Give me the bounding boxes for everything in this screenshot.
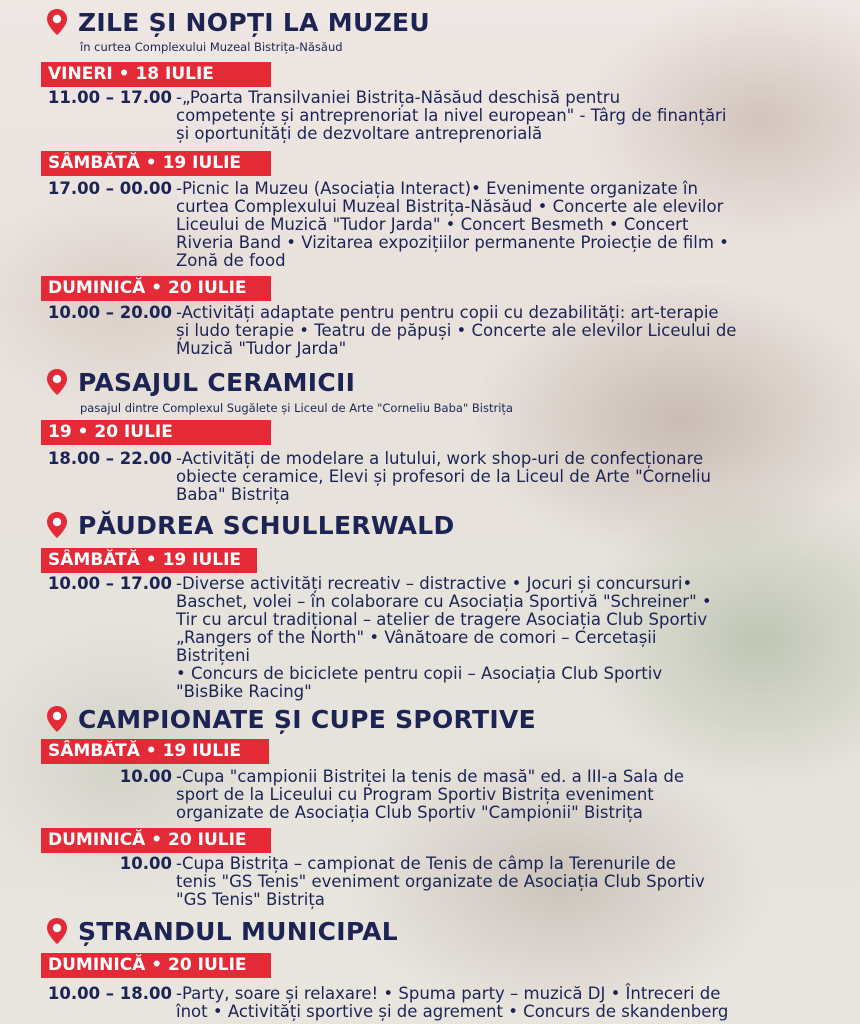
day-badge: DUMINICĂ • 20 IULIE: [41, 828, 271, 853]
day-badge: VINERI • 18 IULIE: [41, 62, 271, 87]
event-time: 10.00: [119, 767, 172, 786]
event-time: 10.00: [119, 854, 172, 873]
event-description: -Activități de modelare a lutului, work shop-uri de confecționare obiecte ceramice, Elevi și profesori de la Liceul de Arte "Corneliu Baba" Bistrița: [176, 449, 712, 504]
section-heading-sportive: [46, 703, 536, 735]
event-time: 11.00 – 17.00: [47, 88, 172, 107]
section-heading-muzeu: [46, 6, 430, 38]
day-badge: 19 • 20 IULIE: [41, 420, 271, 445]
day-badge: DUMINICĂ • 20 IULIE: [41, 953, 271, 978]
section-title: PĂUDREA SCHULLERWALD: [78, 510, 455, 540]
event-description: -Cupa Bistrița – campionat de Tenis de câmp la Terenurile de tenis "GS Tenis" eveniment organizate de Asociația Club Sportiv "GS Tenis" Bistrița: [176, 854, 705, 909]
day-badge: DUMINICĂ • 20 IULIE: [41, 276, 271, 301]
location-pin-icon: [46, 8, 68, 36]
event-time: 10.00 – 20.00: [47, 303, 172, 322]
location-pin-icon: [46, 368, 68, 396]
section-heading-padurea: [46, 509, 455, 541]
section-subtitle: pasajul dintre Complexul Sugălete și Liceul de Arte "Corneliu Baba" Bistrița: [80, 401, 513, 415]
event-description: -„Poarta Transilvaniei Bistrița-Năsăud deschisă pentru competențe și antreprenoriat la nivel european" - Târg de finanțări și oportunități de dezvoltare antreprenorială: [176, 88, 727, 143]
event-description: -Party, soare și relaxare! • Spuma party – muzică DJ • Întreceri de înot • Activități sportive și de agrement • Concurs de skandenberg: [176, 984, 729, 1021]
event-time: 10.00 – 17.00: [47, 574, 172, 593]
day-badge: SÂMBĂTĂ • 19 IULIE: [41, 151, 271, 176]
event-time: 17.00 – 00.00: [47, 179, 172, 198]
day-badge: SÂMBĂTĂ • 19 IULIE: [41, 739, 269, 764]
event-time: 10.00 – 18.00: [47, 984, 172, 1003]
section-title: ZILE ȘI NOPȚI LA MUZEU: [78, 7, 430, 37]
section-title: ȘTRANDUL MUNICIPAL: [78, 916, 399, 946]
event-description: -Diverse activități recreativ – distractive • Jocuri și concursuri• Baschet, volei – în colaborare cu Asociația Sportivă "Schreiner" • Tir cu arcul tradițional – atelier de tragere Asociația Club Sportiv „Rangers of the North" • Vânătoare de comori – Cercetașii Bistrițeni • Concurs de biciclete pentru copii – Asociația Club Sportiv "BisBike Racing": [176, 574, 712, 701]
event-description: -Activități adaptate pentru pentru copii cu dezabilități: art-terapie și ludo terapie • Teatru de păpuși • Concerte ale elevilor Liceului de Muzică "Tudor Jarda": [176, 303, 737, 358]
section-subtitle: în curtea Complexului Muzeal Bistrița-Năsăud: [80, 40, 343, 54]
section-heading-strand: [46, 915, 398, 947]
location-pin-icon: [46, 705, 68, 733]
day-badge: SÂMBĂTĂ • 19 IULIE: [41, 548, 257, 573]
location-pin-icon: [46, 917, 68, 945]
event-description: -Picnic la Muzeu (Asociația Interact)• Evenimente organizate în curtea Complexului Muzeal Bistrița-Năsăud • Concerte ale elevilor Liceului de Muzică "Tudor Jarda" • Concert Besmeth • Concert Riveria Band • Vizitarea expozițiilor permanente Proiecție de film • Zonă de food: [176, 179, 729, 270]
event-time: 18.00 – 22.00: [47, 449, 172, 468]
event-description: -Cupa "campionii Bistriței la tenis de masă" ed. a III-a Sala de sport de la Liceului cu Program Sportiv Bistrița eveniment organizate de Asociația Club Sportiv "Campionii" Bistrița: [176, 767, 684, 822]
section-title: PASAJUL CERAMICII: [78, 367, 356, 397]
section-heading-ceramici: [46, 366, 355, 398]
section-title: CAMPIONATE ȘI CUPE SPORTIVE: [78, 704, 536, 734]
location-pin-icon: [46, 511, 68, 539]
